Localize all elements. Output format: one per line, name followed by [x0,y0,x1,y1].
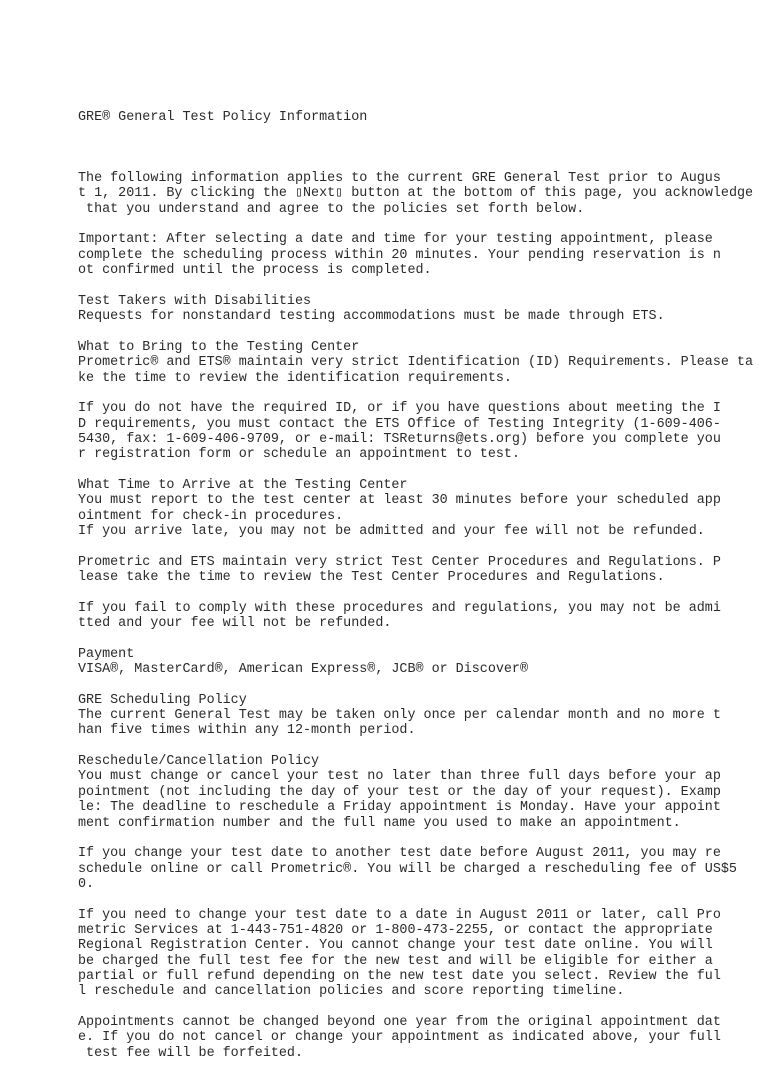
paragraph-line: If you fail to comply with these procedures and regulations, you may not be admi [78,600,721,616]
paragraph-line: Regional Registration Center. You cannot change your test date online. You will [78,938,713,954]
paragraph-line: ointment for check-in procedures. [78,508,344,524]
paragraph-line: le: The deadline to reschedule a Friday appointment is Monday. Have your appoint [78,800,721,816]
paragraph-line: Prometric® and ETS® maintain very strict Identification (ID) Requirements. Please ta [78,355,753,371]
policy-paragraph [78,294,738,325]
paragraph-line: What Time to Arrive at the Testing Center [78,477,408,493]
policy-paragraph [78,754,738,831]
paragraph-line: partial or full refund depending on the new test date you select. Review the ful [78,968,721,984]
policy-paragraph [78,846,738,892]
document-title [78,79,738,156]
paragraph-line: You must report to the test center at least 30 minutes before your scheduled app [78,493,721,509]
policy-paragraph [78,555,738,586]
paragraph-line: Reschedule/Cancellation Policy [78,754,320,770]
policy-paragraph [78,339,753,386]
policy-paragraph [78,401,738,462]
paragraph-line: ment confirmation number and the full name you used to make an appointment. [78,815,681,831]
policy-paragraph [78,908,738,1000]
paragraph-line: D requirements, you must contact the ETS Office of Testing Integrity (1-609-406- [78,416,721,432]
paragraph-line: 0. [78,876,95,892]
paragraph-line: You must change or cancel your test no later than three full days before your ap [78,769,721,785]
paragraph-line: r registration form or schedule an appointment to test. [78,447,520,463]
paragraph-line: that you understand and agree to the policies set forth below. [78,201,585,217]
paragraph-line: l reschedule and cancellation policies and score reporting timeline. [78,984,625,1000]
paragraph-line: pointment (not including the day of your test or the day of your request). Examp [78,784,721,800]
policy-paragraph [78,1015,738,1061]
paragraph-line: Requests for nonstandard testing accommodations must be made through ETS. [78,309,665,325]
paragraph-line: GRE Scheduling Policy [78,692,247,708]
paragraph-line: metric Services at 1-443-751-4820 or 1-800-473-2255, or contact the appropriate [78,922,713,938]
paragraph-line: If you arrive late, you may not be admitted and your fee will not be refunded. [78,523,705,539]
paragraph-line: Test Takers with Disabilities [78,293,312,309]
paragraph-line: VISA®, MasterCard®, American Express®, JCB® or Discover® [78,662,528,678]
paragraph-line: Payment [78,646,135,662]
paragraph-line: The current General Test may be taken only once per calendar month and no more t [78,708,721,724]
paragraph-line: 5430, fax: 1-609-406-9709, or e-mail: TSReturns@ets.org) before you complete you [78,431,721,447]
paragraph-line: tted and your fee will not be refunded. [78,616,392,632]
policy-paragraph [78,693,738,739]
policy-paragraph [78,647,738,678]
policy-paragraph [78,601,738,632]
document-title-text: GRE® General Test Policy Information [78,109,368,125]
paragraph-line: ke the time to review the identification requirements. [78,370,512,386]
paragraph-line: Prometric and ETS maintain very strict Test Center Procedures and Regulations. P [78,554,721,570]
paragraph-line: Important: After selecting a date and time for your testing appointment, please [78,232,713,248]
paragraph-line: If you change your test date to another test date before August 2011, you may re [78,846,721,862]
paragraph-line: If you do not have the required ID, or if you have questions about meeting the I [78,401,721,417]
paragraph-line: schedule online or call Prometric®. You will be charged a rescheduling fee of US$5 [78,861,737,877]
policy-paragraph [78,478,738,539]
paragraph-line: Appointments cannot be changed beyond one year from the original appointment dat [78,1014,721,1030]
paragraph-line: complete the scheduling process within 20 minutes. Your pending reservation is n [78,247,721,263]
paragraph-line: If you need to change your test date to a date in August 2011 or later, call Pro [78,907,721,923]
paragraph-line: e. If you do not cancel or change your appointment as indicated above, your full [78,1030,721,1046]
paragraph-line: han five times within any 12-month period. [78,723,416,739]
policy-paragraph [78,232,738,278]
paragraph-line: t 1, 2011. By clicking the ▯Next▯ button at the bottom of this page, you acknowledge [78,186,754,202]
policy-document [78,79,754,1076]
paragraph-line: What to Bring to the Testing Center [78,339,360,355]
policy-paragraph [78,171,754,217]
paragraph-line: test fee will be forfeited. [78,1045,303,1061]
paragraph-line: The following information applies to the current GRE General Test prior to Augus [78,171,721,187]
document-body [78,171,754,1061]
paragraph-line: be charged the full test fee for the new test and will be eligible for either a [78,953,713,969]
paragraph-line: ot confirmed until the process is completed. [78,263,432,279]
paragraph-line: lease take the time to review the Test Center Procedures and Regulations. [78,570,665,585]
